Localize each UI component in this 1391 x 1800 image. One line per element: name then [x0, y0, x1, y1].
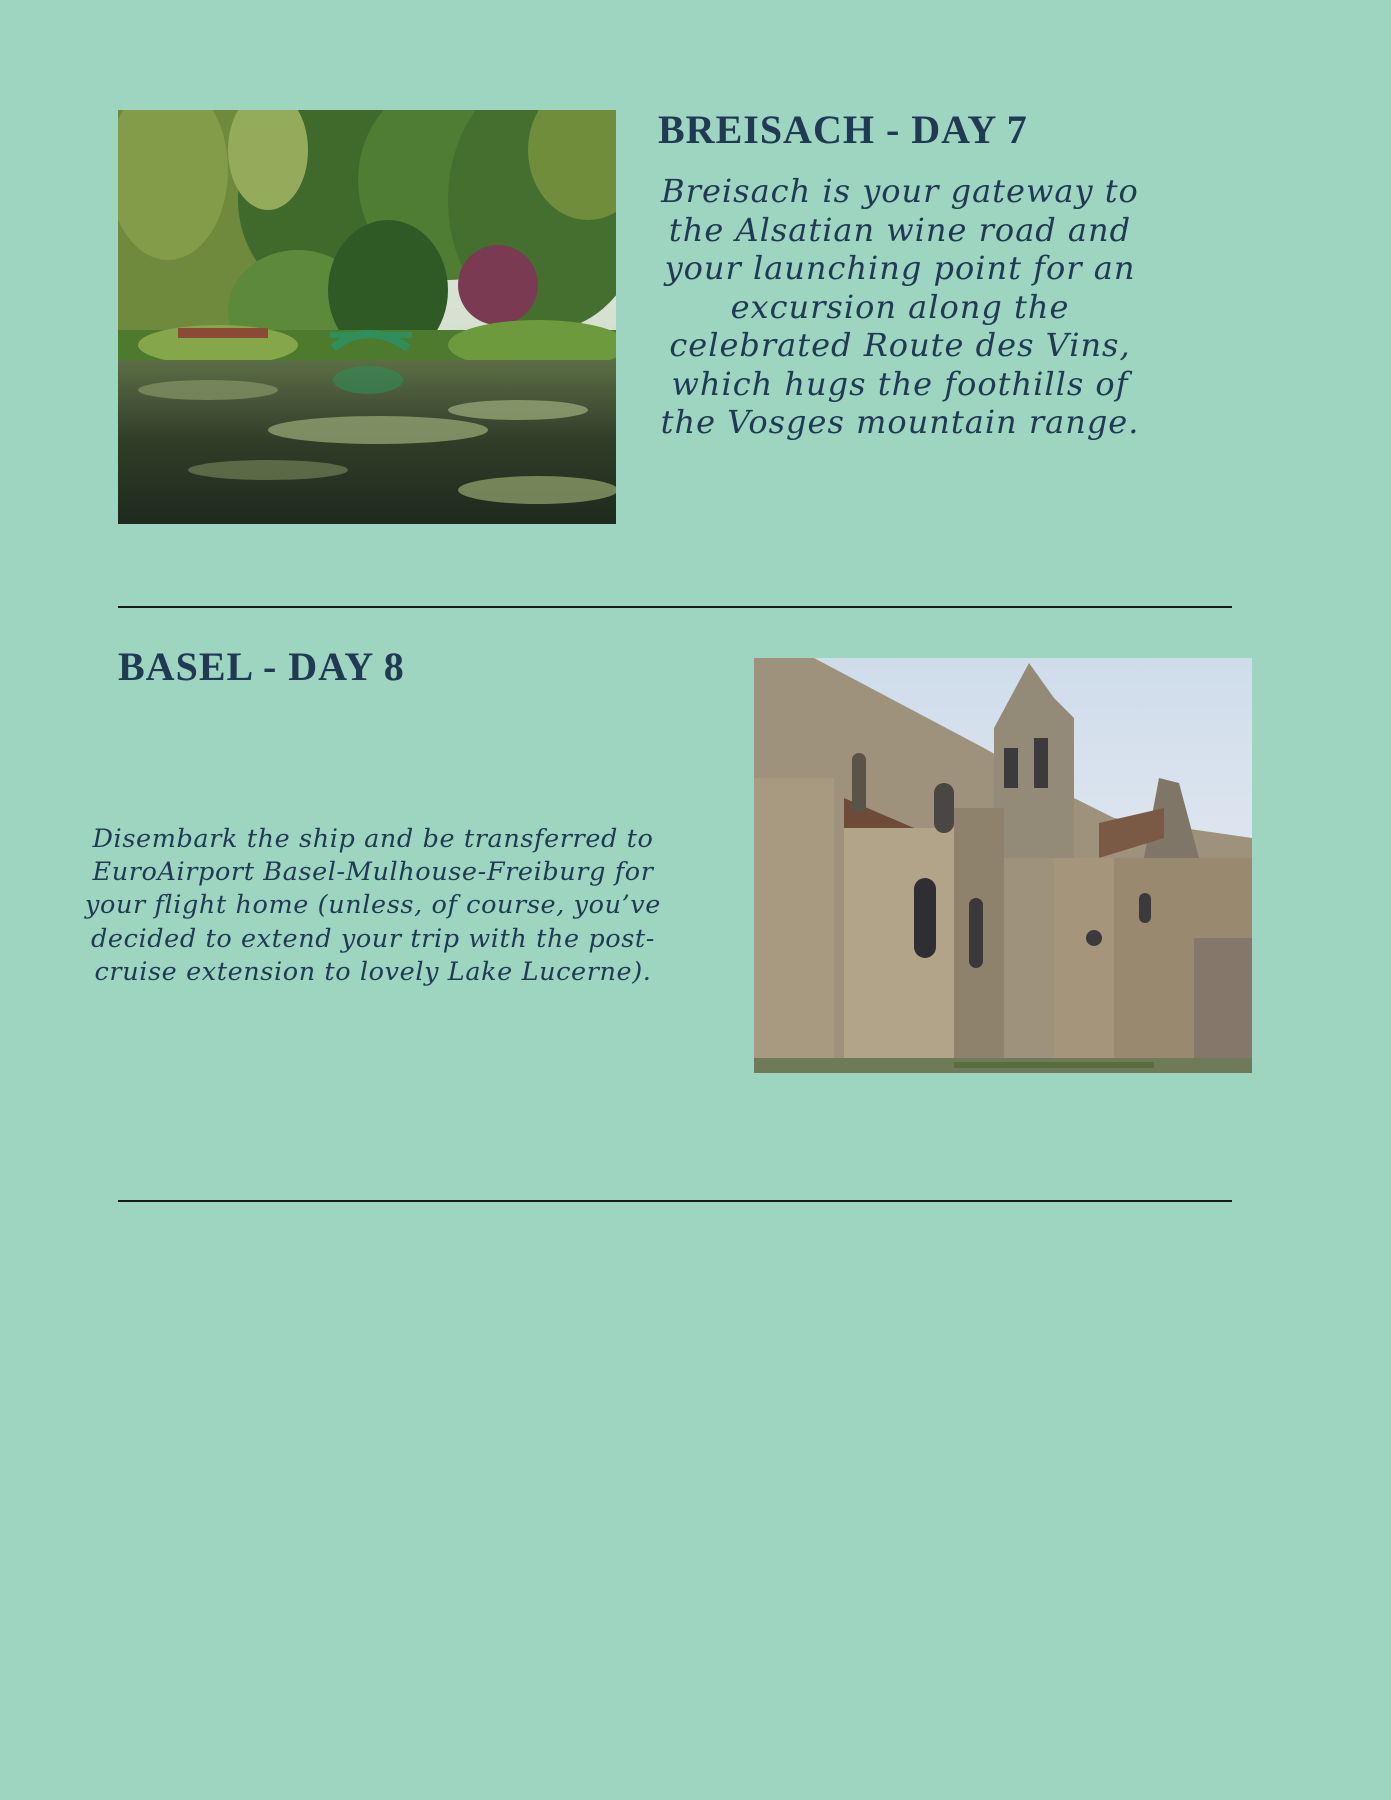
section-text-basel: Disembark the ship and be transferred to EuroAirport Basel-Mulhouse-Freiburg for your flight home (unless, of course, you’ve decided to extend your trip with the post-cruise extension to lovely Lake Lucerne). — [84, 824, 662, 987]
divider — [118, 1200, 1232, 1202]
gothic-church-photo — [754, 658, 1252, 1073]
section-heading-breisach: BREISACH - DAY 7 — [658, 107, 1028, 152]
section-text-breisach: Breisach is your gateway to the Alsatian wine road and your launching point for an excursion along the celebrated Route des Vins, which hugs the foothills of the Vosges mountain range. — [660, 172, 1140, 441]
garden-pond-photo — [118, 110, 616, 524]
section-heading-basel: BASEL - DAY 8 — [118, 644, 405, 689]
divider — [118, 606, 1232, 608]
